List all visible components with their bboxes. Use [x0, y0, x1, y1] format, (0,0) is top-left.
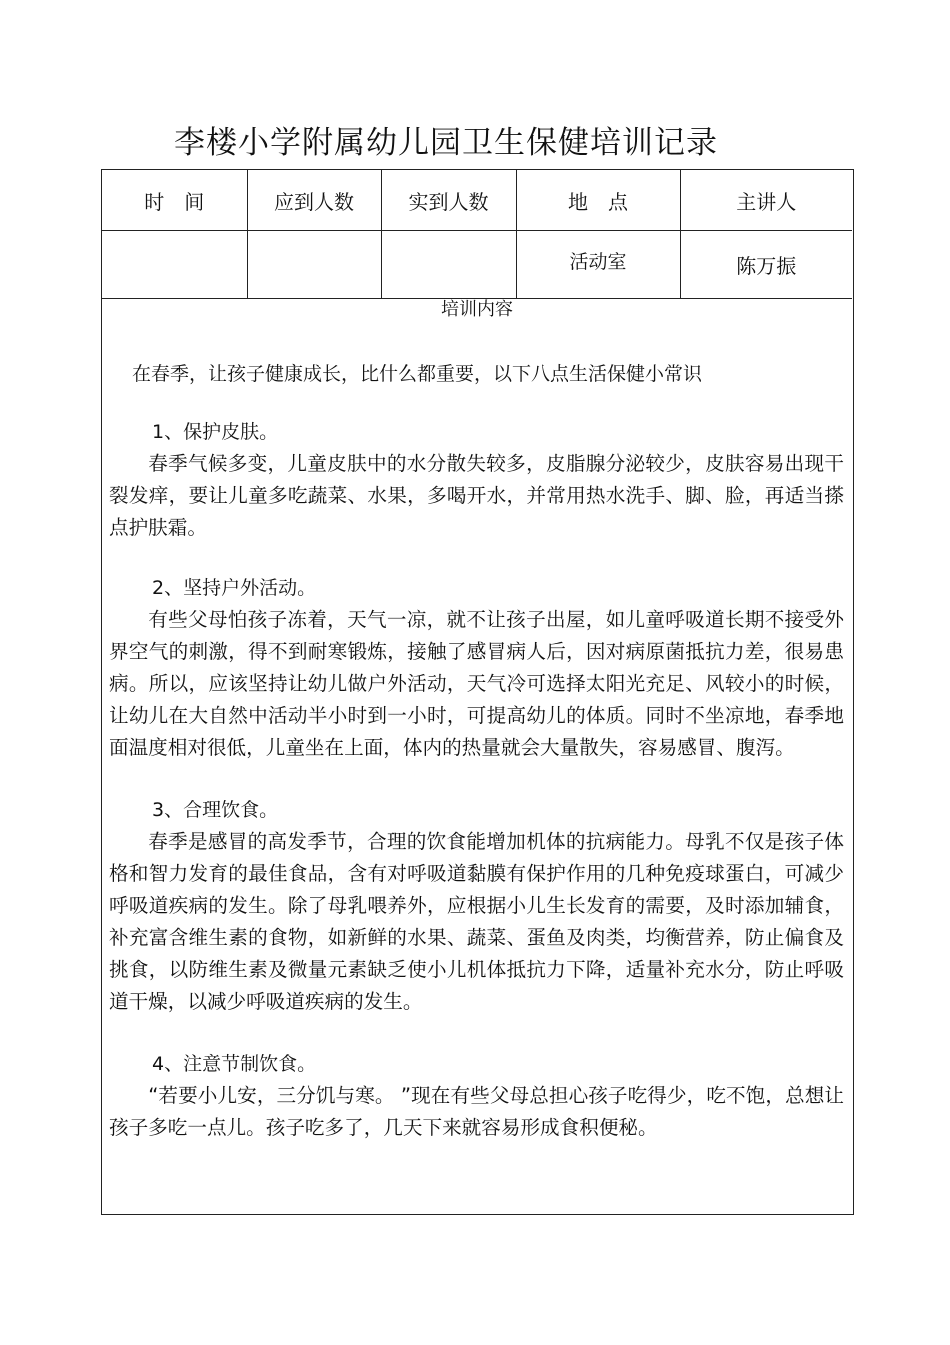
value-expected-count: [247, 231, 381, 299]
header-speaker: 主讲人: [680, 170, 852, 231]
header-time: 时 间: [102, 170, 247, 231]
section-body: 春季是感冒的高发季节，合理的饮食能增加机体的抗病能力。母乳不仅是孩子体格和智力发育的最佳食品，含有对呼吸道黏膜有保护作用的几种免疫球蛋白，可减少呼吸道疾病的发生。除了母乳喂养外，应根据小儿生长发育的需要，及时添加辅食，补充富含维生素的食物，如新鲜的水果、蔬菜、蛋鱼及肉类，均衡营养，防止偏食及挑食，以防维生素及微量元素缺乏使小儿机体抵抗力下降，适量补充水分，防止呼吸道干燥，以减少呼吸道疾病的发生。: [109, 830, 844, 1013]
value-speaker: 陈万振: [680, 231, 852, 299]
section-4: [102, 1048, 852, 1144]
section-body: 春季气候多变，儿童皮肤中的水分散失较多，皮脂腺分泌较少，皮肤容易出现干裂发痒，要让儿童多吃蔬菜、水果，多喝开水，并常用热水洗手、脚、脸，再适当搽点护肤霜。: [109, 452, 844, 539]
header-location: 地 点: [516, 170, 680, 231]
section-title: 4、注意节制饮食。: [152, 1053, 317, 1075]
section-1: [102, 416, 852, 544]
section-body: “若要小儿安，三分饥与寒。 ”现在有些父母总担心孩子吃得少，吃不饱，总想让孩子多吃一点儿。孩子吃多了，几天下来就容易形成食积便秘。: [109, 1084, 844, 1139]
value-row: [102, 231, 852, 299]
value-location: 活动室: [516, 231, 680, 299]
section-title: 3、合理饮食。: [152, 799, 279, 821]
header-row: [102, 170, 852, 231]
value-actual-count: [381, 231, 516, 299]
info-table: [102, 170, 852, 299]
value-time: [102, 231, 247, 299]
section-body: 有些父母怕孩子冻着，天气一凉，就不让孩子出屋，如儿童呼吸道长期不接受外界空气的刺激，得不到耐寒锻炼，接触了感冒病人后，因对病原菌抵抗力差，很易患病。所以，应该坚持让幼儿做户外活动，天气冷可选择太阳光充足、风较小的时候，让幼儿在大自然中活动半小时到一小时，可提高幼儿的体质。同时不坐凉地，春季地面温度相对很低，儿童坐在上面，体内的热量就会大量散失，容易感冒、腹泻。: [109, 608, 844, 759]
header-actual-count: 实到人数: [381, 170, 516, 231]
section-2: [102, 572, 852, 764]
record-form: [101, 169, 854, 1215]
content-heading: 培训内容: [441, 299, 513, 320]
section-3: [102, 794, 852, 1018]
section-title: 2、坚持户外活动。: [152, 577, 317, 599]
document-title: 李楼小学附属幼儿园卫生保健培训记录: [174, 125, 718, 161]
section-title: 1、保护皮肤。: [152, 421, 279, 443]
content-intro: 在春季，让孩子健康成长，比什么都重要，以下八点生活保健小常识: [132, 363, 703, 385]
header-expected-count: 应到人数: [247, 170, 381, 231]
training-content: [102, 293, 852, 1213]
